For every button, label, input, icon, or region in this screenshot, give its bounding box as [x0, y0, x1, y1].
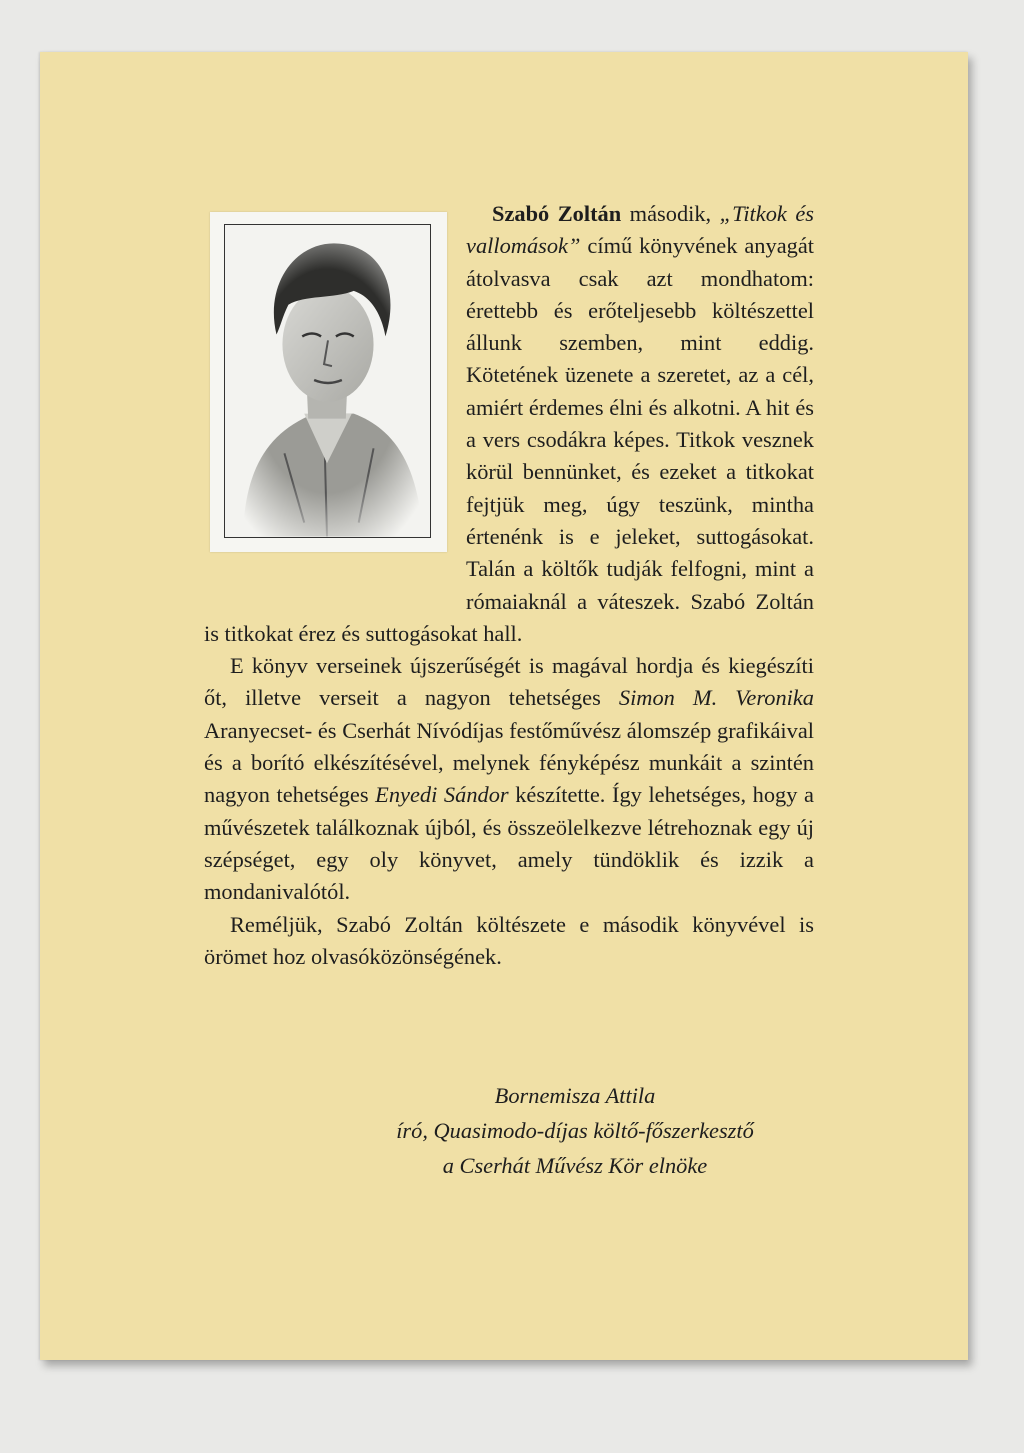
- signature-name: Bornemisza Attila: [494, 1083, 656, 1108]
- cover-text: [204, 198, 814, 973]
- signature-role: a Cserhát Művész Kör elnöke: [442, 1153, 708, 1178]
- paragraph-1: Szabó Zoltán második, „Titkok és vallomások” című könyvének anyagát átolvasva csak azt mondhatom: érettebb és erőteljesebb költészettel állunk szemben, mint eddig. Kötetének üzenete a szeretet, az a cél, amiért érdemes élni és alkotni. A hit és a vers csodákra képes. Titkok vesznek körül bennünket, és ezeket a titkokat fejtjük meg, úgy teszünk, mintha értenénk is e jeleket, suttogásokat. Talán a költők tudják felfogni, mint a rómaiaknál a váteszek. Szabó Zoltán is titkokat érez és suttogásokat hall.: [204, 201, 814, 646]
- paragraph-2: E könyv verseinek újszerűségét is magával hordja és kiegészíti őt, illetve verseit a nagyon tehetséges Simon M. Veronika Aranyecset- és Cserhát Nívódíjas festőművész álomszép grafikáival és a borító elkészítésével, melynek fényképész munkáit a szintén nagyon tehetséges Enyedi Sándor készítette. Így lehetséges, hogy a művészetek találkoznak újból, és összeölelkezve létrehoznak egy új szépséget, egy oly könyvet, amely tündöklik és izzik a mondanivalótól.: [204, 653, 814, 905]
- photographer-name: Enyedi Sándor: [375, 782, 509, 808]
- book-title: „Titkok és vallomások”: [466, 201, 814, 259]
- paragraph-3: Reméljük, Szabó Zoltán költészete e második könyvével is örömet hoz olvasóközönségének.: [204, 911, 814, 969]
- author-name: Szabó Zoltán: [492, 201, 622, 226]
- photo-wrap-space: [204, 198, 466, 586]
- artist-name: Simon M. Veronika: [618, 685, 814, 711]
- signature-title: író, Quasimodo-díjas költő-főszerkesztő: [396, 1118, 754, 1143]
- signature-block: [340, 1078, 810, 1183]
